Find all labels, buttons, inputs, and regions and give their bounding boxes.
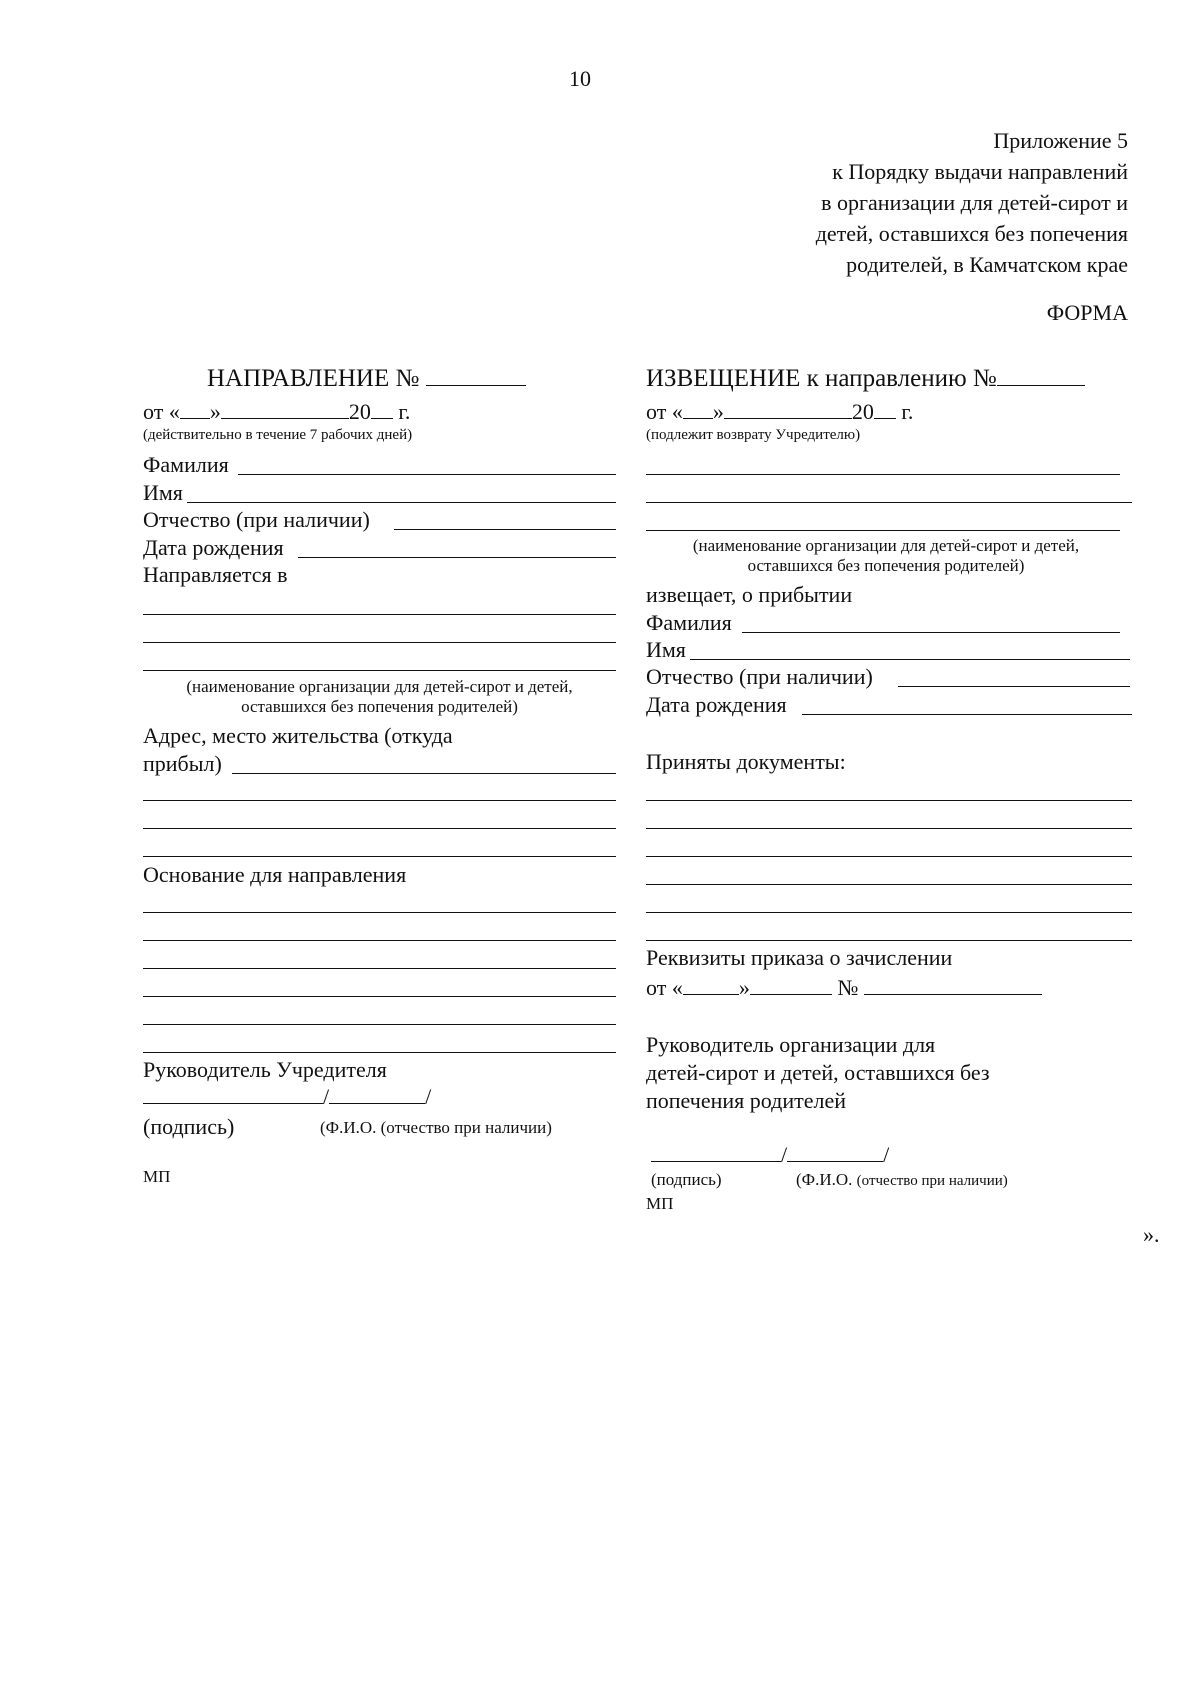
notice-number-field[interactable] — [997, 367, 1085, 386]
date-suffix: г. — [398, 399, 411, 424]
fio-field[interactable] — [787, 1143, 883, 1162]
documents-field[interactable] — [646, 828, 1132, 829]
name-label: Имя — [143, 480, 183, 505]
patronymic-field[interactable] — [394, 529, 616, 530]
date-year: 20 — [851, 399, 874, 424]
separator-slash: / — [781, 1142, 788, 1167]
number-sign: № — [837, 975, 859, 1000]
directed-to-field[interactable] — [143, 642, 616, 643]
notice-title — [646, 364, 1085, 394]
appendix-line: к Порядку выдачи направлений — [832, 159, 1128, 184]
date-mid: » — [712, 399, 724, 424]
stamp-mark: МП — [646, 1194, 674, 1213]
head-label-line: Руководитель организации для — [646, 1032, 936, 1057]
org-caption — [143, 677, 616, 717]
patronymic-field[interactable] — [898, 686, 1130, 687]
directed-to-field[interactable] — [143, 614, 616, 615]
date-year: 20 — [348, 399, 371, 424]
basis-field[interactable] — [143, 912, 616, 913]
order-day-field[interactable] — [683, 976, 739, 995]
return-note: (подлежит возврату Учредителю) — [646, 427, 861, 443]
fio-caption-small: (отчество при наличии) — [856, 1173, 1008, 1189]
order-number-field[interactable] — [864, 976, 1042, 995]
basis-label: Основание для направления — [143, 862, 407, 887]
appendix-line: детей, оставшихся без попечения — [815, 221, 1128, 246]
birthdate-field[interactable] — [802, 714, 1132, 715]
head-label: Руководитель Учредителя — [143, 1057, 387, 1082]
signature-row — [651, 1142, 889, 1168]
validity-note: (действительно в течение 7 рабочих дней) — [143, 427, 413, 443]
address-field[interactable] — [143, 856, 616, 857]
referral-title-text: НАПРАВЛЕНИЕ № — [207, 365, 420, 392]
documents-label: Приняты документы: — [646, 749, 846, 774]
patronymic-label: Отчество (при наличии) — [646, 664, 873, 689]
notice-title-text: ИЗВЕЩЕНИЕ к направлению № — [646, 365, 997, 392]
referral-title — [207, 364, 526, 394]
separator-slash: / — [323, 1084, 330, 1109]
order-month-field[interactable] — [750, 976, 832, 995]
basis-field[interactable] — [143, 1024, 616, 1025]
head-label-line: попечения родителей — [646, 1088, 846, 1113]
separator-slash: / — [425, 1084, 432, 1109]
fio-caption: (Ф.И.О. (отчество при наличии) — [320, 1118, 552, 1137]
separator-slash: / — [883, 1142, 890, 1167]
head-label-line: детей-сирот и детей, оставшихся без — [646, 1060, 990, 1085]
appendix-block — [816, 125, 1128, 280]
notice-date — [646, 399, 913, 425]
basis-field[interactable] — [143, 968, 616, 969]
birthdate-label: Дата рождения — [143, 535, 284, 560]
signature-row — [143, 1084, 431, 1110]
signature-caption: (подпись) — [143, 1114, 235, 1139]
fio-field[interactable] — [329, 1085, 425, 1104]
address-field[interactable] — [143, 828, 616, 829]
org-name-field[interactable] — [646, 502, 1132, 503]
org-caption-line: оставшихся без попечения родителей) — [747, 556, 1025, 575]
patronymic-label: Отчество (при наличии) — [143, 507, 370, 532]
documents-field[interactable] — [646, 912, 1132, 913]
documents-field[interactable] — [646, 884, 1132, 885]
directed-to-label: Направляется в — [143, 562, 288, 587]
org-name-field[interactable] — [646, 474, 1120, 475]
birthdate-field[interactable] — [298, 557, 616, 558]
closing-mark: ». — [1143, 1222, 1160, 1247]
appendix-line: в организации для детей-сирот и — [821, 190, 1128, 215]
name-field[interactable] — [187, 502, 616, 503]
appendix-line: Приложение 5 — [993, 128, 1128, 153]
signature-caption: (подпись) — [651, 1170, 722, 1189]
basis-field[interactable] — [143, 996, 616, 997]
name-label: Имя — [646, 637, 686, 662]
date-prefix: от « — [143, 399, 180, 424]
org-caption-line: (наименование организации для детей-сирот и детей, — [186, 677, 573, 696]
surname-field[interactable] — [238, 474, 616, 475]
referral-number-field[interactable] — [426, 367, 526, 386]
name-field[interactable] — [690, 659, 1130, 660]
org-caption-line: оставшихся без попечения родителей) — [241, 697, 518, 716]
order-date-row — [646, 975, 1042, 1001]
documents-field[interactable] — [646, 856, 1132, 857]
notifies-label: извещает, о прибытии — [646, 582, 853, 607]
basis-field[interactable] — [143, 1052, 616, 1053]
address-field[interactable] — [143, 800, 616, 801]
appendix-line: родителей, в Камчатском крае — [846, 252, 1128, 277]
surname-label: Фамилия — [646, 610, 732, 635]
fio-caption — [796, 1170, 1008, 1190]
surname-label: Фамилия — [143, 452, 229, 477]
date-prefix: от « — [646, 975, 683, 1000]
year-field[interactable] — [371, 400, 393, 419]
signature-field[interactable] — [651, 1143, 781, 1162]
page-number: 10 — [569, 66, 591, 91]
documents-field[interactable] — [646, 940, 1132, 941]
year-field[interactable] — [874, 400, 896, 419]
fio-caption-text: (Ф.И.О. — [796, 1170, 853, 1189]
address-label-2: прибыл) — [143, 751, 222, 776]
directed-to-field[interactable] — [143, 670, 616, 671]
address-field[interactable] — [232, 773, 616, 774]
month-field[interactable] — [221, 400, 349, 419]
month-field[interactable] — [724, 400, 852, 419]
day-field[interactable] — [180, 400, 210, 419]
referral-date — [143, 399, 410, 425]
date-mid: » — [209, 399, 221, 424]
order-label: Реквизиты приказа о зачислении — [646, 945, 953, 970]
org-caption-line: (наименование организации для детей-сирот и детей, — [692, 536, 1080, 555]
day-field[interactable] — [683, 400, 713, 419]
documents-field[interactable] — [646, 800, 1132, 801]
birthdate-label: Дата рождения — [646, 692, 787, 717]
date-prefix: от « — [646, 399, 683, 424]
signature-field[interactable] — [143, 1085, 323, 1104]
surname-field[interactable] — [742, 632, 1120, 633]
head-label — [646, 1031, 990, 1115]
address-label: Адрес, место жительства (откуда — [143, 723, 453, 748]
stamp-mark: МП — [143, 1167, 171, 1186]
org-caption — [646, 536, 1126, 576]
date-mid: » — [738, 975, 750, 1000]
basis-field[interactable] — [143, 940, 616, 941]
date-suffix: г. — [901, 399, 914, 424]
form-label: ФОРМА — [1046, 300, 1128, 325]
org-name-field[interactable] — [646, 530, 1120, 531]
